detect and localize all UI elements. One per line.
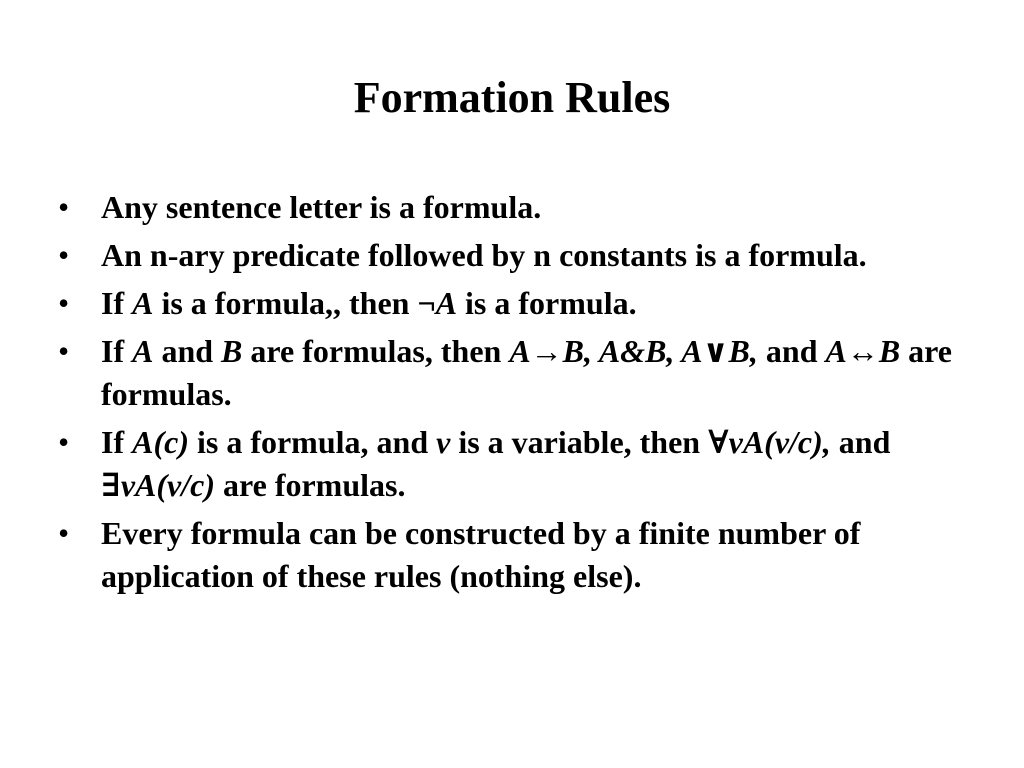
bullet-icon: • [58, 237, 70, 273]
rule-text: If A is a formula,, then ¬A is a formula. [101, 285, 637, 321]
bullet-icon: • [58, 333, 70, 369]
rule-text: If A and B are formulas, then A→B, A&B, A∨B, and A↔B are formulas. [101, 333, 952, 412]
slide-title: Formation Rules [353, 73, 671, 122]
list-item [58, 421, 978, 507]
bullet-icon: • [58, 285, 70, 321]
list-item [58, 234, 978, 277]
bullet-icon: • [58, 189, 70, 225]
bullet-icon: • [58, 515, 70, 551]
rule-text: An n-ary predicate followed by n constants is a formula. [101, 237, 867, 273]
list-item [58, 186, 978, 229]
list-item [58, 282, 978, 325]
rule-text: If A(c) is a formula, and v is a variable, then ∀vA(v/c), and ∃vA(v/c) are formulas. [101, 424, 891, 503]
rules-list [58, 186, 978, 603]
list-item [58, 512, 978, 598]
rule-text: Any sentence letter is a formula. [101, 189, 542, 225]
rule-text: Every formula can be constructed by a finite number of application of these rules (nothing else). [101, 515, 861, 594]
list-item [58, 330, 978, 416]
bullet-icon: • [58, 424, 70, 460]
